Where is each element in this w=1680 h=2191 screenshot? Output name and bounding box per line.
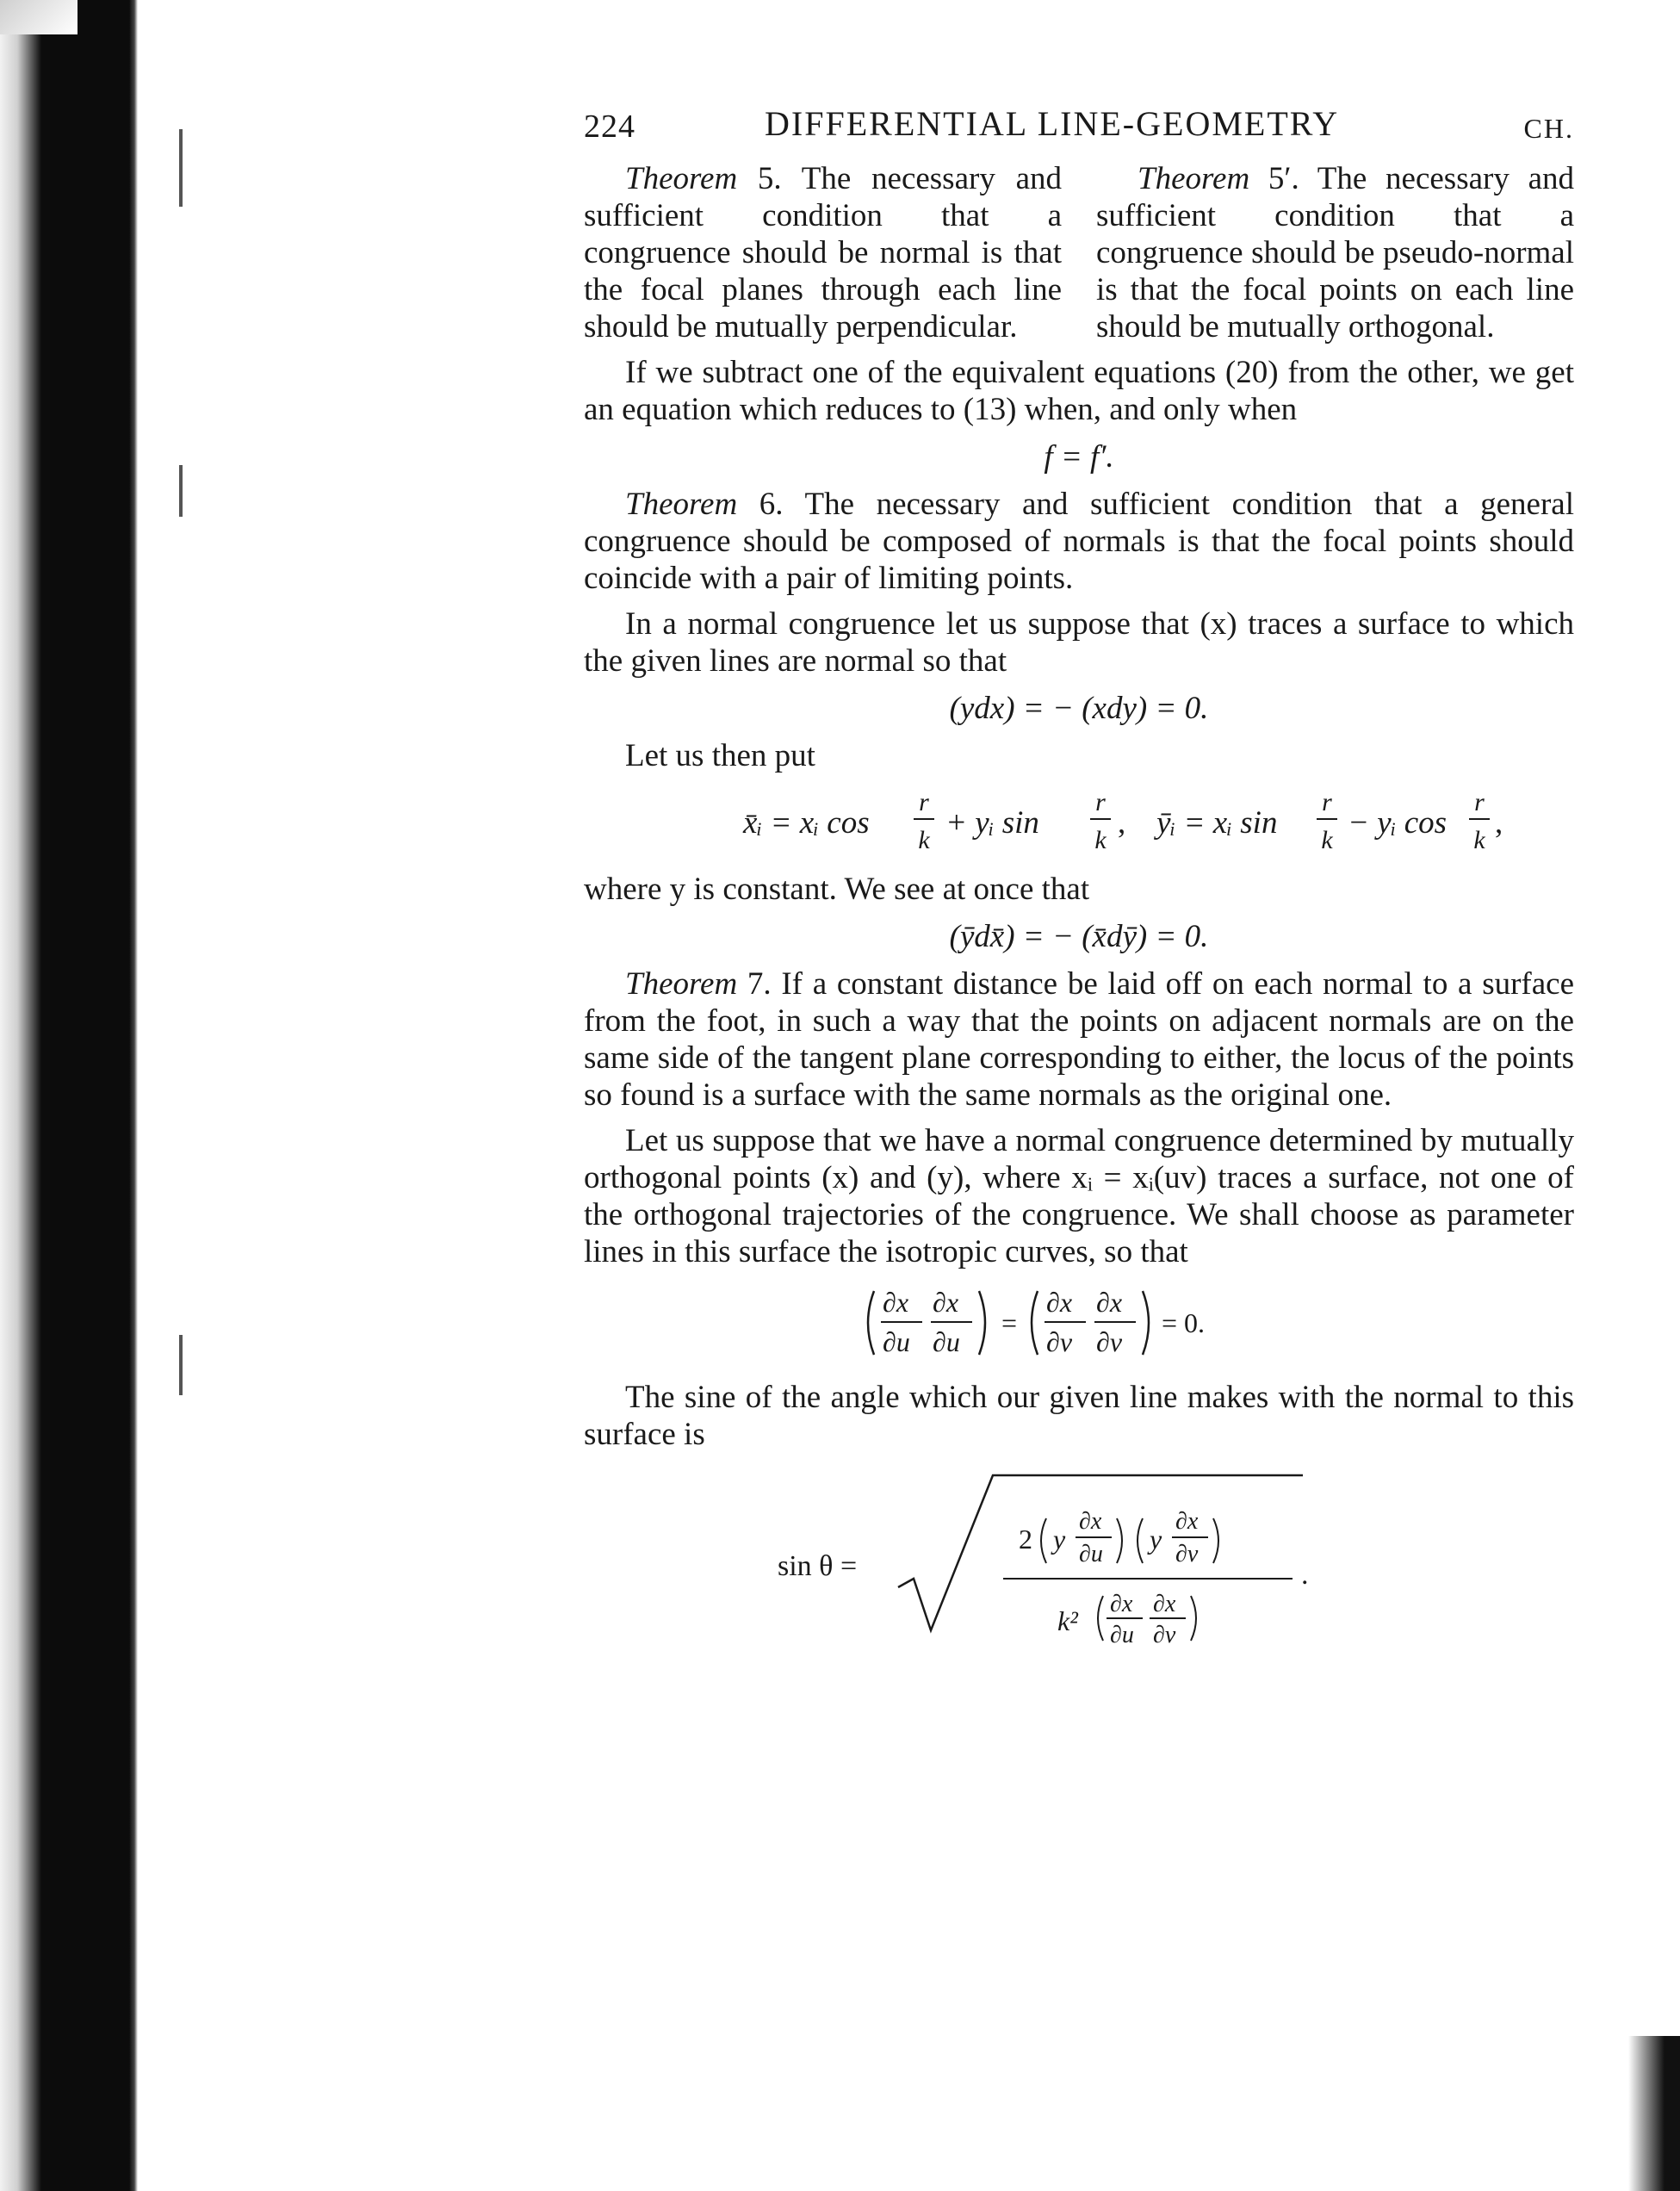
eq-y-minus: − yᵢ cos [1348, 805, 1448, 841]
equation-sine [769, 1458, 1389, 1665]
frac-num: ∂x [1175, 1508, 1199, 1535]
frac-den: ∂u [883, 1326, 910, 1357]
theorem-5-prime [1096, 160, 1574, 345]
comma: , [1495, 805, 1503, 841]
theorem-5 [584, 160, 1062, 345]
var-y: y [1053, 1524, 1066, 1555]
frac-num: ∂x [1153, 1591, 1176, 1617]
frac-num: r [1322, 788, 1332, 816]
equation-f [584, 438, 1574, 475]
margin-mark [179, 129, 183, 207]
theorem-label: Theorem [625, 966, 738, 1002]
frac-den: ∂u [1079, 1541, 1103, 1567]
frac-num: ∂x [1046, 1287, 1073, 1318]
equals-zero: = 0. [1162, 1307, 1206, 1338]
eq-x-mid: + yᵢ sin [945, 805, 1039, 841]
equation-isotropic [855, 1275, 1303, 1370]
theorem-number: 5′. [1268, 161, 1299, 196]
equals: = [1001, 1307, 1018, 1338]
numeral: 2 [1019, 1524, 1032, 1555]
chapter-mark: CH. [1523, 113, 1574, 144]
page-edge-shadow [1628, 2036, 1680, 2191]
k-squared: k² [1057, 1605, 1078, 1636]
theorem-text: The necessary and sufficient condition that a general congruence should be composed of normals is that the focal points should coincide with a pair of limiting points. [584, 487, 1574, 596]
book-spine-shadow [0, 0, 138, 2191]
frac-den: ∂u [1110, 1622, 1134, 1648]
frac-den: k [1473, 826, 1485, 854]
frac-den: ∂v [1175, 1541, 1199, 1567]
theorem-columns [584, 160, 1574, 345]
frac-den: ∂v [1046, 1326, 1073, 1357]
comma: , [1118, 805, 1126, 841]
var-y: y [1150, 1524, 1162, 1555]
paragraph: If we subtract one of the equivalent equations (20) from the other, we get an equation which reduces to (13) when, and only when [584, 355, 1574, 427]
frac-num: r [1474, 788, 1485, 816]
margin-mark [179, 465, 183, 517]
book-page [584, 102, 1574, 1670]
frac-den: k [918, 826, 930, 854]
paragraph: where y is constant. We see at once that [584, 872, 1090, 907]
frac-num: ∂x [883, 1287, 909, 1318]
paragraph: Let us then put [625, 738, 815, 773]
running-title: DIFFERENTIAL LINE-GEOMETRY [765, 104, 1340, 143]
eq-x-left: x̄ᵢ = xᵢ cos [743, 805, 870, 841]
eq-y-lhs: ȳᵢ = xᵢ sin [1156, 805, 1278, 841]
frac-num: r [919, 788, 929, 816]
theorem-label: Theorem [625, 487, 738, 522]
equation-ydx [584, 690, 1574, 727]
equation-text: (ȳdx̄) = − (x̄dȳ) = 0. [949, 919, 1209, 954]
equation-text: f = f′. [1044, 439, 1114, 475]
theorem-number: 6. [759, 487, 784, 522]
frac-den: k [1321, 826, 1333, 854]
equation-text: (ydx) = − (xdy) = 0. [949, 691, 1209, 726]
frac-den: ∂v [1153, 1622, 1176, 1648]
paragraph: Let us suppose that we have a normal congruence determined by mutually orthogonal points (x) and (y), where xᵢ = xᵢ(uv) traces a surface, not one of the orthogonal trajectories of the congruence. We shall choose as parameter lines in this surface the isotropic curves, so that [584, 1123, 1574, 1269]
frac-den: k [1094, 826, 1107, 854]
period: . [1301, 1559, 1309, 1591]
running-header [584, 102, 1574, 153]
page-number: 224 [584, 109, 635, 145]
theorem-6 [584, 486, 1574, 597]
equation-ybar [584, 918, 1574, 955]
theorem-label: Theorem [1138, 161, 1250, 196]
frac-num: ∂x [1079, 1508, 1102, 1535]
frac-num: ∂x [933, 1287, 959, 1318]
frac-num: ∂x [1096, 1287, 1123, 1318]
theorem-7 [584, 965, 1574, 1114]
frac-num: ∂x [1110, 1591, 1133, 1617]
sine-lhs: sin θ = [778, 1550, 858, 1582]
theorem-text: The necessary and sufficient condition that a congruence should be pseudo-normal is that the focal points on each line should be mutually orthogonal. [1096, 161, 1574, 344]
theorem-label: Theorem [625, 161, 738, 196]
paragraph: In a normal congruence let us suppose that (x) traces a surface to which the given lines are normal so that [584, 606, 1574, 679]
theorem-text: The necessary and sufficient condition that a congruence should be normal is that the focal planes through each line should be mutually perpendicular. [584, 161, 1062, 344]
frac-den: ∂u [933, 1326, 960, 1357]
frac-den: ∂v [1096, 1326, 1123, 1357]
theorem-number: 5. [757, 161, 782, 196]
margin-mark [179, 1335, 183, 1395]
page-corner-shadow [0, 0, 77, 34]
paragraph: The sine of the angle which our given line makes with the normal to this surface is [584, 1380, 1574, 1452]
theorem-number: 7. [747, 966, 772, 1002]
equation-rotation [648, 779, 1510, 866]
theorem-text: If a constant distance be laid off on each normal to a surface from the foot, in such a way that the points on adjacent normals are on the same side of the tangent plane corresponding to either, the locus of the points so found is a surface with the same normals as the original one. [584, 966, 1574, 1113]
frac-num: r [1095, 788, 1106, 816]
